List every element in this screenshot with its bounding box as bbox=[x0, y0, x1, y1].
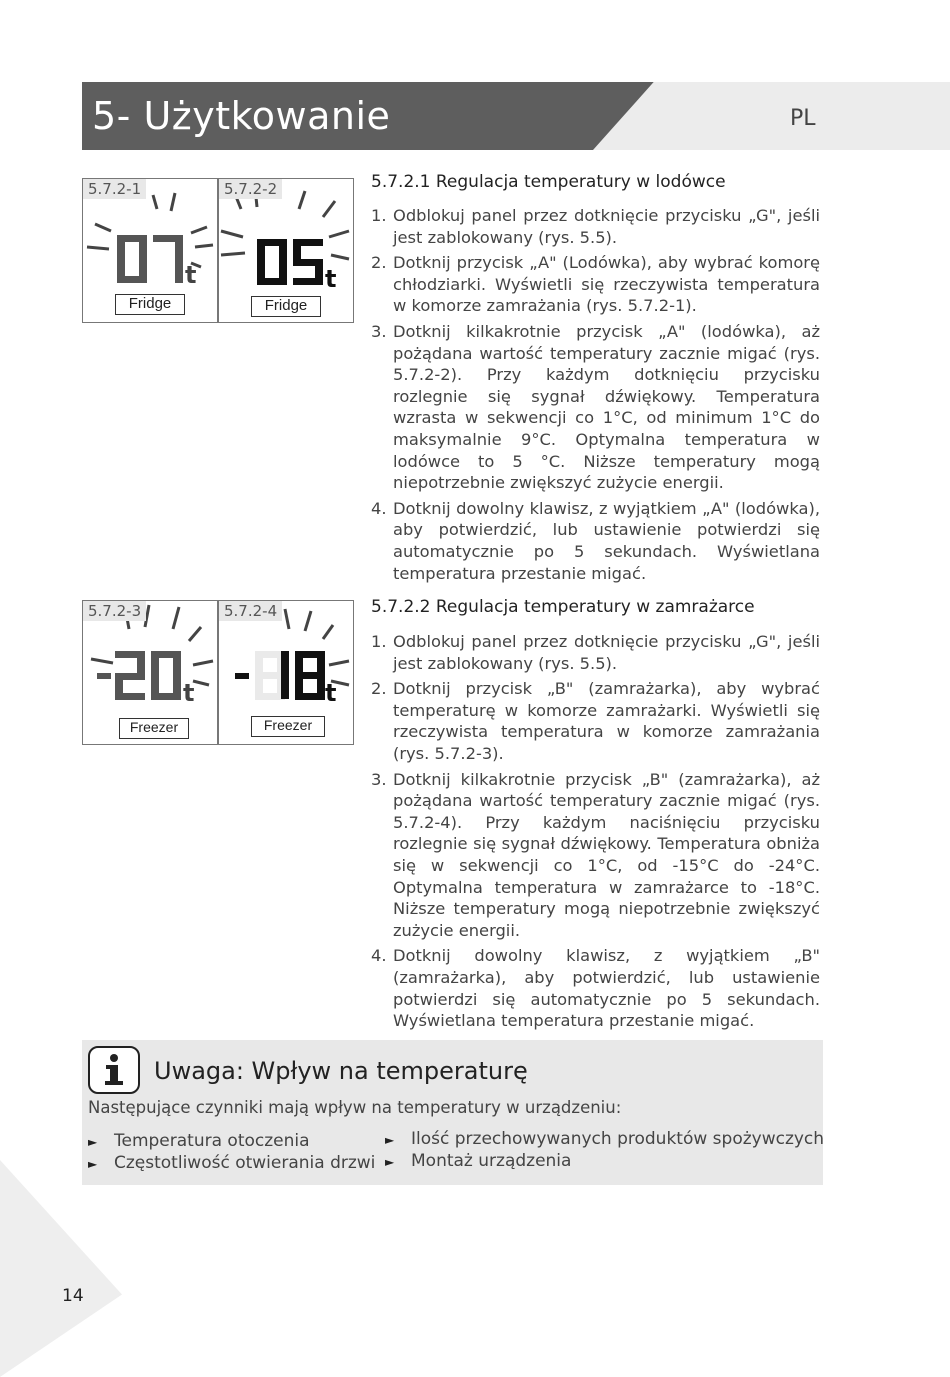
list-item bbox=[371, 498, 820, 584]
list-item bbox=[385, 1129, 824, 1149]
step-number: 3. bbox=[371, 321, 387, 341]
step-number: 1. bbox=[371, 632, 387, 651]
freezer-caption: Freezer bbox=[119, 718, 189, 739]
figure-label: 5.7.2-3 bbox=[83, 601, 146, 621]
step-text: Odblokuj panel przez dotknięcie przycisku „G", jeśli jest zablokowany (rys. 5.5). bbox=[393, 632, 820, 673]
step-number: 4. bbox=[371, 946, 387, 966]
svg-text:t: t bbox=[183, 679, 195, 707]
language-tab bbox=[593, 82, 950, 150]
page-title: 5- Użytkowanie bbox=[92, 94, 391, 138]
figure-label: 5.7.2-1 bbox=[83, 179, 146, 199]
list-item bbox=[371, 631, 820, 674]
page-number: 14 bbox=[62, 1286, 84, 1306]
step-number: 2. bbox=[371, 253, 387, 273]
figure-5-7-2-1 bbox=[82, 178, 218, 323]
list-item bbox=[371, 678, 820, 764]
svg-text:t: t bbox=[185, 261, 197, 289]
step-number: 4. bbox=[371, 498, 387, 518]
svg-text:t: t bbox=[325, 265, 337, 293]
bullet-arrow-icon: ► bbox=[88, 1157, 98, 1171]
bullet-arrow-icon: ► bbox=[385, 1133, 395, 1147]
list-item bbox=[371, 252, 820, 317]
step-text: Dotknij kilkakrotnie przycisk „B" (zamrażarka), aż pożądana wartość temperatury zacznie migać (rys. 5.7.2-4). Przy każdym naciśnięciu przycisku rozlegnie się sygnał dźwiękowy. Temperatura obniża się w sekwencji co 1°C, od -15°C do -24°C. Optymalna temperatura w zamrażarce to -18°C. Niższe temperatury mogą niepotrzebnie zwiększyć zużycie energii. bbox=[393, 769, 820, 940]
step-text: Dotknij dowolny klawisz, z wyjątkiem „A" (lodówka), aby potwierdzić, lub ustawienie potwierdzi się automatycznie po 5 sekundach. Wyświetlana temperatura przestanie migać. bbox=[393, 498, 820, 583]
bullet-arrow-icon: ► bbox=[88, 1135, 98, 1149]
figure-5-7-2-2 bbox=[218, 178, 354, 323]
list-item bbox=[385, 1151, 571, 1171]
step-number: 1. bbox=[371, 206, 387, 225]
corner-decoration bbox=[0, 1160, 122, 1377]
fridge-caption: Fridge bbox=[251, 296, 321, 317]
figure-5-7-2-3 bbox=[82, 600, 218, 745]
figure-5-7-2-4 bbox=[218, 600, 354, 745]
step-text: Dotknij kilkakrotnie przycisk „A" (lodówka), aż pożądana wartość temperatury zacznie migać (rys. 5.7.2-2). Przy każdym dotknięciu przycisku rozlegnie się sygnał dźwiękowy. Temperatura wzrasta w sekwencji co 1°C, od minimum 1°C do maksymalnie 9°C. Optymalna temperatura w lodówce to 5 °C. Niższe temperatury mogą niepotrzebnie zwiększyć zużycie energii. bbox=[393, 321, 820, 493]
bullet-text: Temperatura otoczenia bbox=[114, 1131, 310, 1151]
list-item bbox=[371, 769, 820, 942]
section-heading: 5.7.2.1 Regulacja temperatury w lodówce bbox=[371, 172, 726, 192]
step-text: Odblokuj panel przez dotknięcie przycisku „G", jeśli jest zablokowany (rys. 5.5). bbox=[393, 206, 820, 247]
bullet-text: Montaż urządzenia bbox=[411, 1151, 572, 1171]
fridge-caption: Fridge bbox=[115, 294, 185, 315]
freezer-steps bbox=[371, 631, 820, 1036]
bullet-text: Częstotliwość otwierania drzwi bbox=[114, 1153, 376, 1173]
language-label: PL bbox=[790, 106, 816, 131]
list-item bbox=[371, 321, 820, 494]
fridge-steps bbox=[371, 205, 820, 588]
figure-label: 5.7.2-2 bbox=[219, 179, 282, 199]
step-text: Dotknij przycisk „B" (zamrażarka), aby wybrać temperaturę w komorze zamrażarki. Wyświetli się rzeczywista temperatura w komorze zamrażania (rys. 5.7.2-3). bbox=[393, 679, 820, 763]
svg-text:t: t bbox=[325, 679, 337, 707]
list-item bbox=[88, 1131, 310, 1151]
step-number: 3. bbox=[371, 769, 387, 789]
list-item bbox=[371, 205, 820, 248]
note-intro: Następujące czynniki mają wpływ na temperatury w urządzeniu: bbox=[88, 1098, 622, 1117]
step-number: 2. bbox=[371, 679, 387, 699]
list-item bbox=[88, 1153, 375, 1173]
step-text: Dotknij przycisk „A" (Lodówka), aby wybrać komorę chłodziarki. Wyświetli się rzeczywista temperatura w komorze zamrażania (rys. 5.7.2-1). bbox=[393, 253, 820, 316]
step-text: Dotknij dowolny klawisz, z wyjątkiem „B" (zamrażarka), aby potwierdzić, lub ustawienie potwierdzi się automatycznie po 5 sekundach. Wyświetlana temperatura przestanie migać. bbox=[393, 946, 820, 1031]
note-title: Uwaga: Wpływ na temperaturę bbox=[154, 1057, 528, 1085]
bullet-text: Ilość przechowywanych produktów spożywczych bbox=[411, 1129, 825, 1149]
section-heading: 5.7.2.2 Regulacja temperatury w zamrażarce bbox=[371, 597, 755, 617]
freezer-caption: Freezer bbox=[251, 716, 325, 737]
list-item bbox=[371, 945, 820, 1031]
info-icon bbox=[88, 1046, 140, 1094]
bullet-arrow-icon: ► bbox=[385, 1155, 395, 1169]
figure-label: 5.7.2-4 bbox=[219, 601, 282, 621]
